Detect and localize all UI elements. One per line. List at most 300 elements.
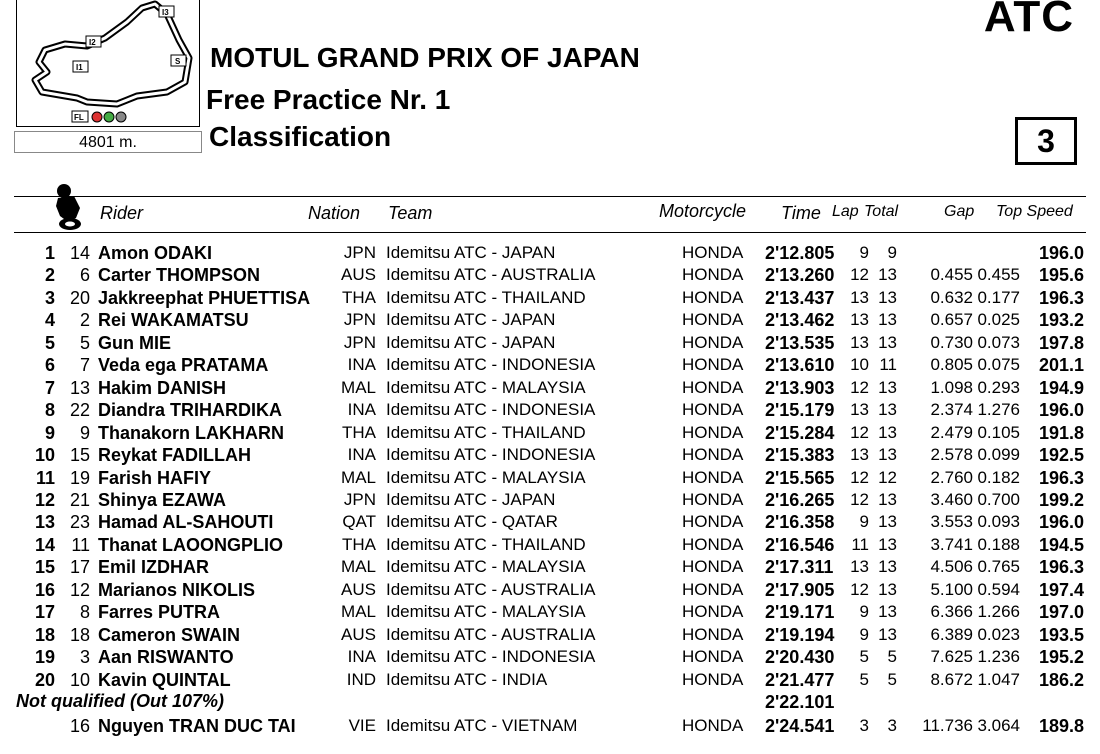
- lap-time: 2'19.171: [765, 602, 835, 623]
- top-speed: 197.4: [1038, 579, 1084, 600]
- gap-to-leader: 6.366: [930, 602, 973, 622]
- sensor-icon: [116, 112, 126, 122]
- gap-to-leader: 0.730: [930, 332, 973, 352]
- motorcycle: HONDA: [682, 445, 744, 465]
- rider-number: 23: [69, 512, 90, 533]
- position: 15: [34, 557, 55, 578]
- motorcycle: HONDA: [682, 557, 744, 577]
- position: 14: [34, 534, 55, 555]
- rider-number: 11: [71, 534, 90, 555]
- rider-number: 8: [79, 602, 90, 623]
- total-laps: 13: [878, 489, 897, 509]
- gap-to-leader: 1.098: [930, 377, 973, 397]
- gap-to-previous: 0.023: [977, 624, 1020, 644]
- best-lap: 11: [851, 534, 869, 554]
- gap-to-previous: 0.182: [977, 467, 1020, 487]
- gap-to-previous: 0.025: [977, 310, 1020, 330]
- track-map: [16, 0, 200, 127]
- nation: THA: [342, 287, 376, 307]
- nation: MAL: [341, 557, 376, 577]
- top-speed: 196.0: [1038, 512, 1084, 533]
- total-laps: 13: [878, 332, 897, 352]
- top-speed: 186.2: [1038, 669, 1084, 690]
- table-row: [0, 602, 1100, 624]
- best-lap: 12: [850, 377, 869, 397]
- team-name: Idemitsu ATC - INDONESIA: [386, 400, 596, 420]
- gap-to-leader: 3.553: [930, 512, 973, 532]
- lap-time: 2'16.546: [765, 534, 835, 555]
- motorcycle: HONDA: [682, 310, 744, 330]
- position: 16: [34, 579, 55, 600]
- team-name: Idemitsu ATC - INDIA: [386, 669, 548, 689]
- best-lap: 13: [850, 557, 869, 577]
- table-row: [0, 557, 1100, 579]
- motorcycle: HONDA: [682, 669, 744, 689]
- gap-to-leader: 0.805: [930, 355, 973, 375]
- rider-name: Hakim DANISH: [98, 377, 227, 398]
- lap-time: 2'20.430: [765, 647, 835, 668]
- table-row: [0, 647, 1100, 669]
- top-speed: 196.3: [1038, 467, 1084, 488]
- gap-to-previous: 0.099: [977, 445, 1020, 465]
- best-lap: 12: [850, 579, 869, 599]
- rider-name: Reykat FADILLAH: [98, 445, 252, 466]
- rider-number: 7: [79, 355, 90, 376]
- gap-to-previous: 0.075: [977, 355, 1020, 375]
- top-speed: 192.5: [1038, 445, 1084, 466]
- top-speed: 197.0: [1038, 602, 1084, 623]
- top-speed: 194.5: [1038, 534, 1084, 555]
- total-laps: 13: [878, 602, 897, 622]
- top-speed: 195.2: [1038, 647, 1084, 668]
- motorcycle: HONDA: [682, 647, 744, 667]
- not-qualified-label: Not qualified (Out 107%): [16, 691, 225, 711]
- green-light-icon: [104, 112, 114, 122]
- table-row: [0, 580, 1100, 602]
- motorcycle: HONDA: [682, 624, 744, 644]
- motorcycle: HONDA: [682, 377, 744, 397]
- best-lap: 9: [859, 624, 869, 644]
- gap-to-leader: 3.460: [930, 489, 973, 509]
- top-speed: 199.2: [1038, 489, 1084, 510]
- qualifying-cutoff-time: 2'22.101: [765, 692, 835, 712]
- lap-time: 2'24.541: [765, 716, 835, 736]
- table-row: [0, 355, 1100, 377]
- position: 19: [34, 647, 55, 668]
- lap-time: 2'13.260: [765, 265, 835, 286]
- page-number: 3: [1015, 117, 1077, 165]
- position: 12: [34, 489, 55, 510]
- total-laps: 9: [887, 243, 897, 262]
- team-name: Idemitsu ATC - THAILAND: [386, 287, 586, 307]
- rider-name: Thanat LAOONGPLIO: [98, 534, 284, 555]
- total-laps: 13: [878, 579, 897, 599]
- lap-time: 2'19.194: [765, 624, 835, 645]
- sector-label-s: S: [175, 57, 181, 66]
- total-laps: 13: [878, 377, 897, 397]
- nation: QAT: [342, 512, 376, 532]
- rider-name: Aan RISWANTO: [98, 647, 234, 668]
- rider-number: 21: [69, 489, 90, 510]
- total-laps: 13: [878, 624, 897, 644]
- total-laps: 3: [887, 716, 897, 735]
- nation: MAL: [341, 467, 376, 487]
- rider-number: 14: [69, 243, 90, 263]
- rider-name: Farish HAFIY: [98, 467, 212, 488]
- position: 4: [44, 310, 55, 331]
- position: 18: [34, 624, 55, 645]
- motorcycle: HONDA: [682, 579, 744, 599]
- gap-to-previous: 0.455: [977, 265, 1020, 285]
- total-laps: 13: [878, 512, 897, 532]
- nation: AUS: [341, 265, 376, 285]
- rider-number: 13: [69, 377, 90, 398]
- header-lap: Lap: [832, 203, 859, 220]
- header-motorcycle: Motorcycle: [659, 201, 747, 221]
- gap-to-previous: 1.266: [977, 602, 1020, 622]
- rider-name: Emil IZDHAR: [98, 557, 210, 578]
- gap-to-leader: 3.741: [930, 534, 973, 554]
- team-name: Idemitsu ATC - AUSTRALIA: [386, 624, 596, 644]
- nation: INA: [347, 355, 376, 375]
- nation: JPN: [343, 310, 376, 330]
- best-lap: 13: [850, 287, 869, 307]
- total-laps: 13: [878, 557, 897, 577]
- rider-name: Veda ega PRATAMA: [98, 355, 269, 376]
- best-lap: 13: [850, 310, 869, 330]
- rider-number: 19: [69, 467, 90, 488]
- rider-name: Nguyen TRAN DUC TAI: [98, 716, 296, 736]
- rider-name: Hamad AL-SAHOUTI: [98, 512, 274, 533]
- gap-to-leader: 0.657: [930, 310, 973, 330]
- total-laps: 13: [878, 422, 897, 442]
- lap-time: 2'13.610: [765, 355, 835, 376]
- nation: AUS: [341, 624, 376, 644]
- top-speed: 196.3: [1038, 287, 1084, 308]
- table-row: [0, 670, 1100, 692]
- gap-to-previous: 0.105: [977, 422, 1020, 442]
- motorcycle: HONDA: [682, 602, 744, 622]
- top-speed: 193.5: [1038, 624, 1084, 645]
- gap-to-leader: 2.760: [930, 467, 973, 487]
- gap-to-previous: 0.188: [977, 534, 1020, 554]
- nation: INA: [347, 445, 376, 465]
- rider-name: Diandra TRIHARDIKA: [98, 400, 283, 421]
- gap-to-leader: 5.100: [930, 579, 973, 599]
- best-lap: 9: [859, 512, 869, 532]
- gap-to-previous: 1.276: [977, 400, 1020, 420]
- rider-number: 17: [69, 557, 90, 578]
- lap-time: 2'12.805: [765, 243, 835, 263]
- team-name: Idemitsu ATC - INDONESIA: [386, 355, 596, 375]
- nation: THA: [342, 422, 376, 442]
- table-row: [0, 310, 1100, 332]
- lap-time: 2'16.265: [765, 489, 835, 510]
- gap-to-leader: 11.736: [922, 716, 973, 735]
- red-light-icon: [92, 112, 102, 122]
- best-lap: 5: [859, 647, 869, 667]
- report-title: Classification: [209, 121, 392, 152]
- position: 9: [44, 422, 55, 443]
- team-name: Idemitsu ATC - AUSTRALIA: [386, 579, 596, 599]
- event-title: MOTUL GRAND PRIX OF JAPAN: [210, 42, 640, 73]
- gap-to-leader: 4.506: [930, 557, 973, 577]
- position: 17: [34, 602, 55, 623]
- motorcycle: HONDA: [682, 400, 744, 420]
- team-name: Idemitsu ATC - VIETNAM: [386, 716, 578, 735]
- position: 11: [35, 467, 55, 488]
- team-name: Idemitsu ATC - MALAYSIA: [386, 467, 586, 487]
- total-laps: 13: [878, 400, 897, 420]
- position: 6: [44, 355, 55, 376]
- header-divider-bottom: [14, 232, 1086, 233]
- best-lap: 13: [850, 445, 869, 465]
- position: 1: [44, 243, 55, 263]
- best-lap: 12: [850, 467, 869, 487]
- gap-to-leader: 7.625: [930, 647, 973, 667]
- table-row: [0, 445, 1100, 467]
- top-speed: 201.1: [1038, 355, 1084, 376]
- position: 7: [44, 377, 55, 398]
- table-row: [0, 490, 1100, 512]
- rider-name: Farres PUTRA: [98, 602, 221, 623]
- gap-to-previous: 1.047: [977, 669, 1020, 689]
- motorcycle: HONDA: [682, 467, 744, 487]
- lap-time: 2'17.311: [765, 557, 834, 578]
- table-row: [0, 265, 1100, 287]
- team-name: Idemitsu ATC - MALAYSIA: [386, 377, 586, 397]
- top-speed: 197.8: [1038, 332, 1084, 353]
- position: 13: [34, 512, 55, 533]
- motorcycle: HONDA: [682, 332, 744, 352]
- best-lap: 13: [850, 332, 869, 352]
- table-row: [0, 625, 1100, 647]
- gap-to-leader: 0.455: [930, 265, 973, 285]
- nation: VIE: [348, 716, 376, 735]
- best-lap: 9: [859, 602, 869, 622]
- gap-to-previous: 0.177: [977, 287, 1020, 307]
- rider-number: 18: [69, 624, 90, 645]
- header-gap: Gap: [944, 203, 975, 220]
- rider-number: 3: [79, 647, 90, 668]
- lap-time: 2'21.477: [765, 669, 835, 690]
- rider-name: Jakkreephat PHUETTISA: [98, 287, 311, 308]
- total-laps: 13: [878, 310, 897, 330]
- team-name: Idemitsu ATC - JAPAN: [386, 332, 556, 352]
- header-top-speed: Top Speed: [996, 203, 1073, 220]
- position: 10: [34, 445, 55, 466]
- lap-time: 2'13.903: [765, 377, 835, 398]
- rider-name: Kavin QUINTAL: [98, 669, 231, 690]
- team-name: Idemitsu ATC - JAPAN: [386, 489, 556, 509]
- header-divider-top: [14, 196, 1086, 197]
- team-name: Idemitsu ATC - JAPAN: [386, 310, 556, 330]
- gap-to-previous: 0.594: [977, 579, 1020, 599]
- motorcycle: HONDA: [682, 355, 744, 375]
- motorcycle-rider-icon: [50, 182, 88, 237]
- rider-number: 10: [69, 669, 90, 690]
- header-time: Time: [781, 203, 821, 223]
- sector-label-i1: I1: [76, 63, 83, 72]
- total-laps: 12: [878, 467, 897, 487]
- rider-number: 22: [69, 400, 90, 421]
- rider-name: Shinya EZAWA: [98, 489, 227, 510]
- rider-name: Thanakorn LAKHARN: [98, 422, 285, 443]
- table-row: [0, 400, 1100, 422]
- rider-number: 20: [69, 287, 90, 308]
- top-speed: 194.9: [1038, 377, 1084, 398]
- team-name: Idemitsu ATC - INDONESIA: [386, 647, 596, 667]
- motorcycle: HONDA: [682, 243, 744, 262]
- gap-to-leader: 2.479: [930, 422, 973, 442]
- gap-to-leader: 0.632: [930, 287, 973, 307]
- table-row: [0, 243, 1100, 265]
- lap-time: 2'15.179: [765, 400, 835, 421]
- total-laps: 13: [878, 287, 897, 307]
- lap-time: 2'15.284: [765, 422, 835, 443]
- header-nation: Nation: [308, 203, 361, 223]
- rider-number: 9: [79, 422, 90, 443]
- gap-to-leader: 6.389: [930, 624, 973, 644]
- lap-time: 2'13.535: [765, 332, 835, 353]
- series-logo: ATC: [983, 0, 1074, 41]
- total-laps: 13: [878, 534, 897, 554]
- header-team: Team: [388, 203, 433, 223]
- team-name: Idemitsu ATC - THAILAND: [386, 534, 586, 554]
- nation: MAL: [341, 377, 376, 397]
- lap-time: 2'16.358: [765, 512, 835, 533]
- rider-number: 2: [79, 310, 90, 331]
- top-speed: 196.3: [1038, 557, 1084, 578]
- position: 8: [44, 400, 55, 421]
- nation: JPN: [343, 332, 376, 352]
- rider-number: 15: [69, 445, 90, 466]
- lap-time: 2'15.383: [765, 445, 835, 466]
- rider-name: Carter THOMPSON: [98, 265, 261, 286]
- gap-to-previous: 1.236: [977, 647, 1020, 667]
- team-name: Idemitsu ATC - INDONESIA: [386, 445, 596, 465]
- best-lap: 5: [859, 669, 869, 689]
- best-lap: 3: [859, 716, 869, 735]
- nation: MAL: [341, 602, 376, 622]
- top-speed: 195.6: [1038, 265, 1084, 286]
- nation: IND: [346, 669, 376, 689]
- gap-to-previous: 0.073: [977, 332, 1020, 352]
- total-laps: 13: [878, 265, 897, 285]
- motorcycle: HONDA: [682, 422, 744, 442]
- total-laps: 11: [879, 355, 897, 375]
- rider-number: 12: [69, 579, 90, 600]
- lap-time: 2'13.437: [765, 287, 835, 308]
- track-length: 4801 m.: [14, 131, 202, 153]
- nation: JPN: [343, 489, 376, 509]
- motorcycle: HONDA: [682, 716, 744, 735]
- gap-to-previous: 3.064: [977, 716, 1020, 735]
- motorcycle: HONDA: [682, 265, 744, 285]
- table-row: [0, 423, 1100, 445]
- header-total: Total: [864, 203, 899, 220]
- total-laps: 5: [887, 647, 897, 667]
- sector-label-fl: FL: [74, 113, 84, 122]
- team-name: Idemitsu ATC - AUSTRALIA: [386, 265, 596, 285]
- motorcycle: HONDA: [682, 489, 744, 509]
- nation: INA: [347, 400, 376, 420]
- best-lap: 12: [850, 422, 869, 442]
- best-lap: 10: [850, 355, 869, 375]
- rider-name: Cameron SWAIN: [98, 624, 241, 645]
- best-lap: 13: [850, 400, 869, 420]
- team-name: Idemitsu ATC - MALAYSIA: [386, 602, 586, 622]
- position: 3: [44, 287, 55, 308]
- nation: INA: [347, 647, 376, 667]
- header-rider: Rider: [100, 203, 144, 223]
- lap-time: 2'15.565: [765, 467, 835, 488]
- table-row: [0, 378, 1100, 400]
- gap-to-leader: 2.374: [930, 400, 973, 420]
- rider-number: 16: [69, 716, 90, 736]
- rider-name: Rei WAKAMATSU: [98, 310, 249, 331]
- table-row: [0, 288, 1100, 310]
- team-name: Idemitsu ATC - MALAYSIA: [386, 557, 586, 577]
- team-name: Idemitsu ATC - QATAR: [386, 512, 558, 532]
- nation: JPN: [343, 243, 376, 262]
- motorcycle: HONDA: [682, 512, 744, 532]
- gap-to-previous: 0.765: [977, 557, 1020, 577]
- total-laps: 13: [878, 445, 897, 465]
- table-row: [0, 333, 1100, 355]
- table-row: [0, 468, 1100, 490]
- top-speed: 196.0: [1038, 243, 1084, 263]
- lap-time: 2'13.462: [765, 310, 835, 331]
- table-row: [0, 716, 1100, 738]
- session-name: Free Practice Nr. 1: [206, 84, 451, 115]
- track-layout-icon: [17, 0, 201, 127]
- motorcycle: HONDA: [682, 534, 744, 554]
- position: 20: [34, 669, 55, 690]
- sector-label-i3: I3: [162, 8, 169, 17]
- gap-to-previous: 0.700: [977, 489, 1020, 509]
- gap-to-previous: 0.293: [977, 377, 1020, 397]
- team-name: Idemitsu ATC - JAPAN: [386, 243, 556, 262]
- total-laps: 5: [887, 669, 897, 689]
- top-speed: 189.8: [1038, 716, 1084, 736]
- rider-name: Gun MIE: [98, 332, 171, 353]
- best-lap: 12: [850, 489, 869, 509]
- top-speed: 193.2: [1038, 310, 1084, 331]
- best-lap: 9: [859, 243, 869, 262]
- rider-number: 5: [79, 332, 90, 353]
- position: 2: [44, 265, 55, 286]
- motorcycle: HONDA: [682, 287, 744, 307]
- gap-to-leader: 8.672: [930, 669, 973, 689]
- sector-label-i2: I2: [89, 38, 96, 47]
- position: 5: [44, 332, 55, 353]
- rider-number: 6: [79, 265, 90, 286]
- best-lap: 12: [850, 265, 869, 285]
- rider-name: Marianos NIKOLIS: [98, 579, 256, 600]
- nation: AUS: [341, 579, 376, 599]
- gap-to-previous: 0.093: [977, 512, 1020, 532]
- table-row: [0, 512, 1100, 534]
- nation: THA: [342, 534, 376, 554]
- top-speed: 196.0: [1038, 400, 1084, 421]
- gap-to-leader: 2.578: [930, 445, 973, 465]
- lap-time: 2'17.905: [765, 579, 835, 600]
- top-speed: 191.8: [1038, 422, 1084, 443]
- team-name: Idemitsu ATC - THAILAND: [386, 422, 586, 442]
- rider-name: Amon ODAKI: [98, 243, 212, 263]
- table-row: [0, 535, 1100, 557]
